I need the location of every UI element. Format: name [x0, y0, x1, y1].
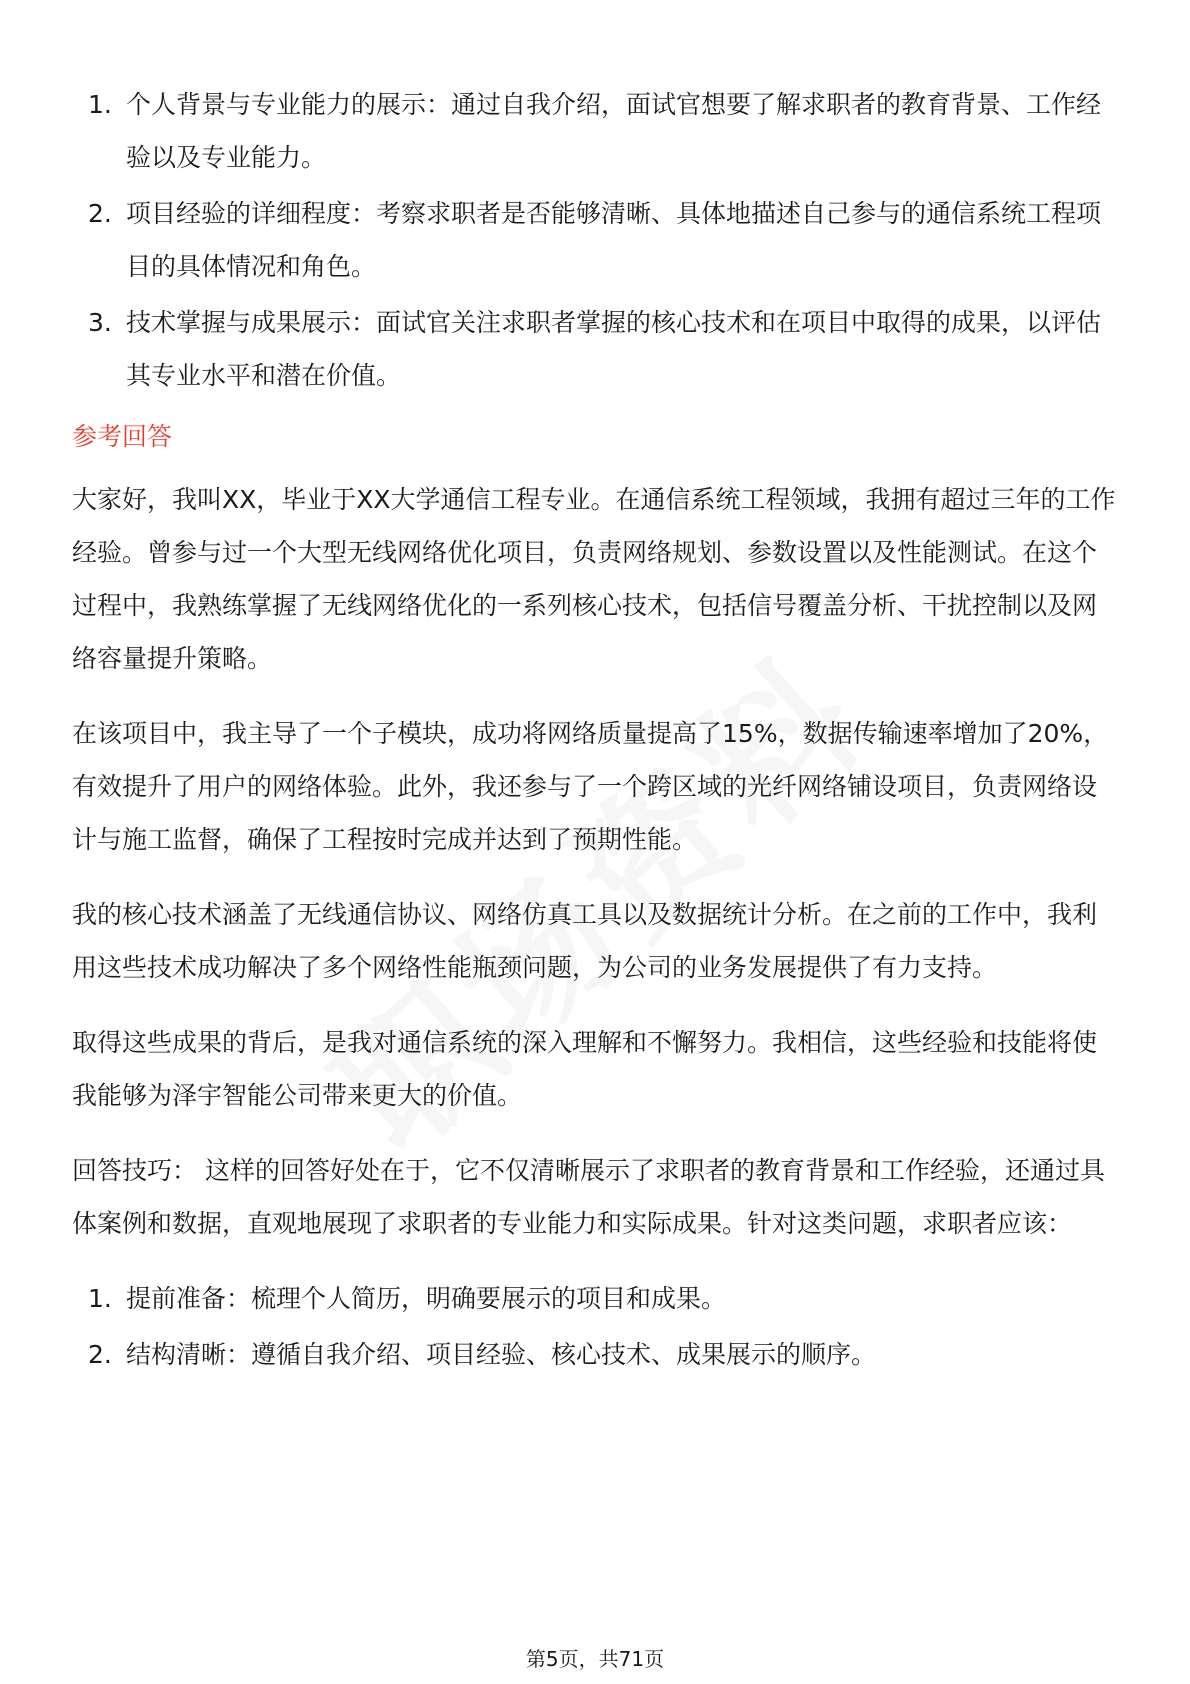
list-item-text: 个人背景与专业能力的展示：通过自我介绍，面试官想要了解求职者的教育背景、工作经验以及专业能力。	[126, 90, 1102, 172]
list-item-text: 结构清晰：遵循自我介绍、项目经验、核心技术、成果展示的顺序。	[126, 1340, 877, 1369]
list-item-number: 3.	[88, 308, 112, 337]
answer-paragraph: 取得这些成果的背后，是我对通信系统的深入理解和不懈努力。我相信，这些经验和技能将使我能够为泽宇智能公司带来更大的价值。	[72, 1028, 1098, 1110]
section-title: 参考回答	[72, 422, 173, 451]
answer-paragraph: 在该项目中，我主导了一个子模块，成功将网络质量提高了15%，数据传输速率增加了20%，有效提升了用户的网络体验。此外，我还参与了一个跨区域的光纤网络铺设项目，负责网络设计与施工监督，确保了工程按时完成并达到了预期性能。	[72, 719, 1109, 854]
page-number-footer: 第5页，共71页	[525, 1647, 665, 1671]
list-item-text: 项目经验的详细程度：考察求职者是否能够清晰、具体地描述自己参与的通信系统工程项目的具体情况和角色。	[126, 199, 1102, 281]
list-item-number: 2.	[88, 1340, 112, 1369]
list-item-text: 技术掌握与成果展示：面试官关注求职者掌握的核心技术和在项目中取得的成果，以评估其专业水平和潜在价值。	[126, 308, 1102, 390]
answer-paragraph: 大家好，我叫XX，毕业于XX大学通信工程专业。在通信系统工程领域，我拥有超过三年的工作经验。曾参与过一个大型无线网络优化项目，负责网络规划、参数设置以及性能测试。在这个过程中，我熟练掌握了无线网络优化的一系列核心技术，包括信号覆盖分析、干扰控制以及网络容量提升策略。	[72, 485, 1116, 673]
list-item-text: 提前准备：梳理个人简历，明确要展示的项目和成果。	[126, 1284, 727, 1313]
tips-list	[72, 1272, 1118, 1381]
list-item-number: 2.	[88, 199, 112, 228]
answer-paragraph: 我的核心技术涵盖了无线通信协议、网络仿真工具以及数据统计分析。在之前的工作中，我利用这些技术成功解决了多个网络性能瓶颈问题，为公司的业务发展提供了有力支持。	[72, 900, 1098, 982]
list-item-number: 1.	[88, 1284, 112, 1313]
list-item	[72, 296, 1118, 402]
evaluation-points-list	[72, 78, 1118, 402]
tips-paragraph: 回答技巧： 这样的回答好处在于，它不仅清晰展示了求职者的教育背景和工作经验，还通过具体案例和数据，直观地展现了求职者的专业能力和实际成果。针对这类问题，求职者应该：	[72, 1156, 1105, 1238]
list-item-number: 1.	[88, 90, 112, 119]
page-content	[72, 78, 1118, 1384]
list-item	[72, 1272, 1118, 1325]
list-item	[72, 1328, 1118, 1381]
list-item	[72, 187, 1118, 293]
list-item	[72, 78, 1118, 184]
